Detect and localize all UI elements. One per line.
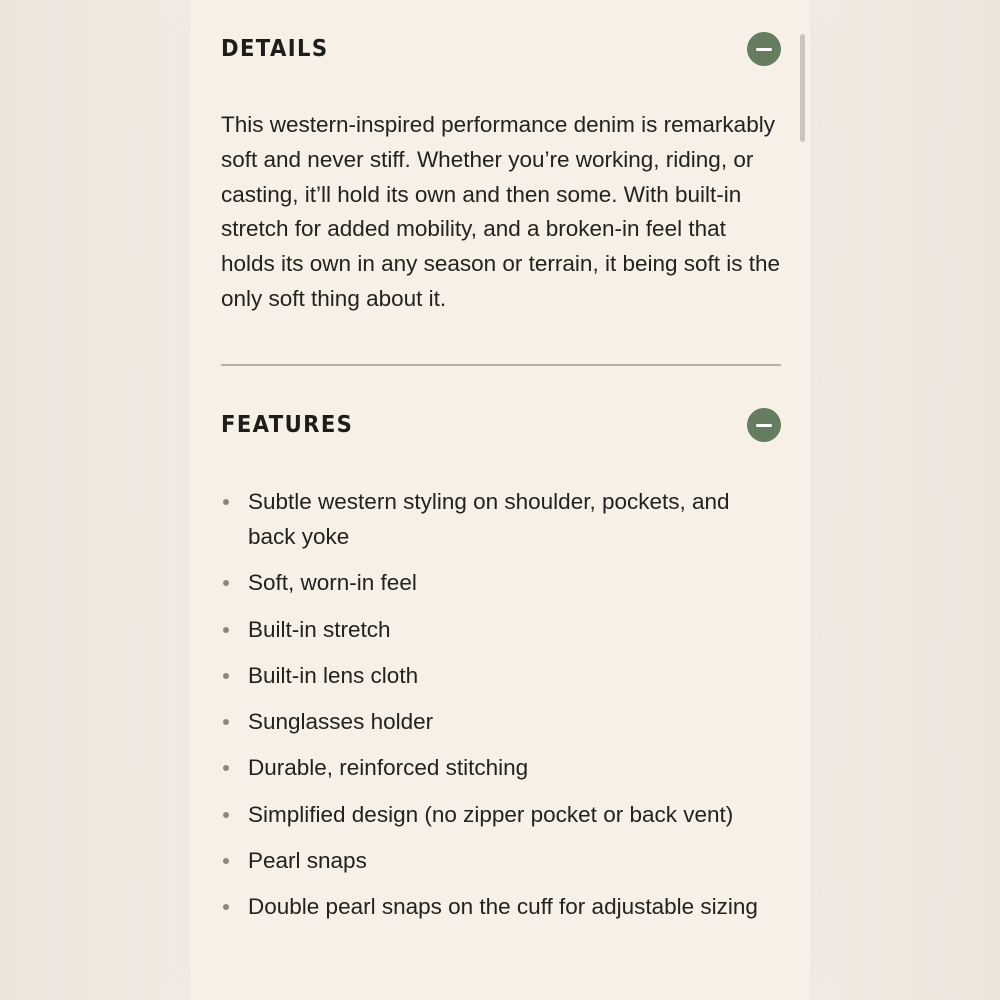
list-item <box>221 797 781 832</box>
feature-text: Subtle western styling on shoulder, pockets, and back yoke <box>248 489 730 549</box>
feature-text: Pearl snaps <box>248 848 367 874</box>
list-item <box>221 843 781 878</box>
bullet-icon <box>223 673 229 679</box>
features-title: FEATURES <box>221 412 354 438</box>
section-divider <box>221 364 781 366</box>
minus-icon <box>756 424 772 427</box>
feature-text: Built-in stretch <box>248 616 391 642</box>
bullet-icon <box>223 858 229 864</box>
scrollbar-thumb[interactable] <box>800 34 805 142</box>
bullet-icon <box>223 719 229 725</box>
list-item <box>221 658 781 693</box>
details-collapse-button[interactable] <box>747 32 781 66</box>
details-description: This western-inspired performance denim is remarkably soft and never stiff. Whether you’re working, riding, or casting, it’ll hold its own and then some. With built-in stretch for added mobility, and a broken-in feel that holds its own in any season or terrain, it being soft is the only soft thing about it. <box>221 112 781 311</box>
bullet-icon <box>223 765 229 771</box>
list-item <box>221 612 781 647</box>
feature-text: Durable, reinforced stitching <box>248 755 529 781</box>
features-header[interactable] <box>221 407 781 443</box>
feature-text: Simplified design (no zipper pocket or back vent) <box>248 801 734 827</box>
bullet-icon <box>223 499 229 505</box>
feature-text: Sunglasses holder <box>248 709 434 735</box>
bullet-icon <box>223 580 229 586</box>
list-item <box>221 565 781 600</box>
list-item <box>221 484 781 554</box>
details-title: DETAILS <box>221 36 329 62</box>
list-item <box>221 704 781 739</box>
features-list <box>221 484 781 936</box>
bullet-icon <box>223 904 229 910</box>
details-header[interactable] <box>221 31 781 67</box>
minus-icon <box>756 48 772 51</box>
features-collapse-button[interactable] <box>747 408 781 442</box>
feature-text: Soft, worn-in feel <box>248 570 417 596</box>
list-item <box>221 750 781 785</box>
bullet-icon <box>223 812 229 818</box>
feature-text: Double pearl snaps on the cuff for adjustable sizing <box>248 894 758 920</box>
feature-text: Built-in lens cloth <box>248 662 419 688</box>
list-item <box>221 889 781 924</box>
bullet-icon <box>223 627 229 633</box>
